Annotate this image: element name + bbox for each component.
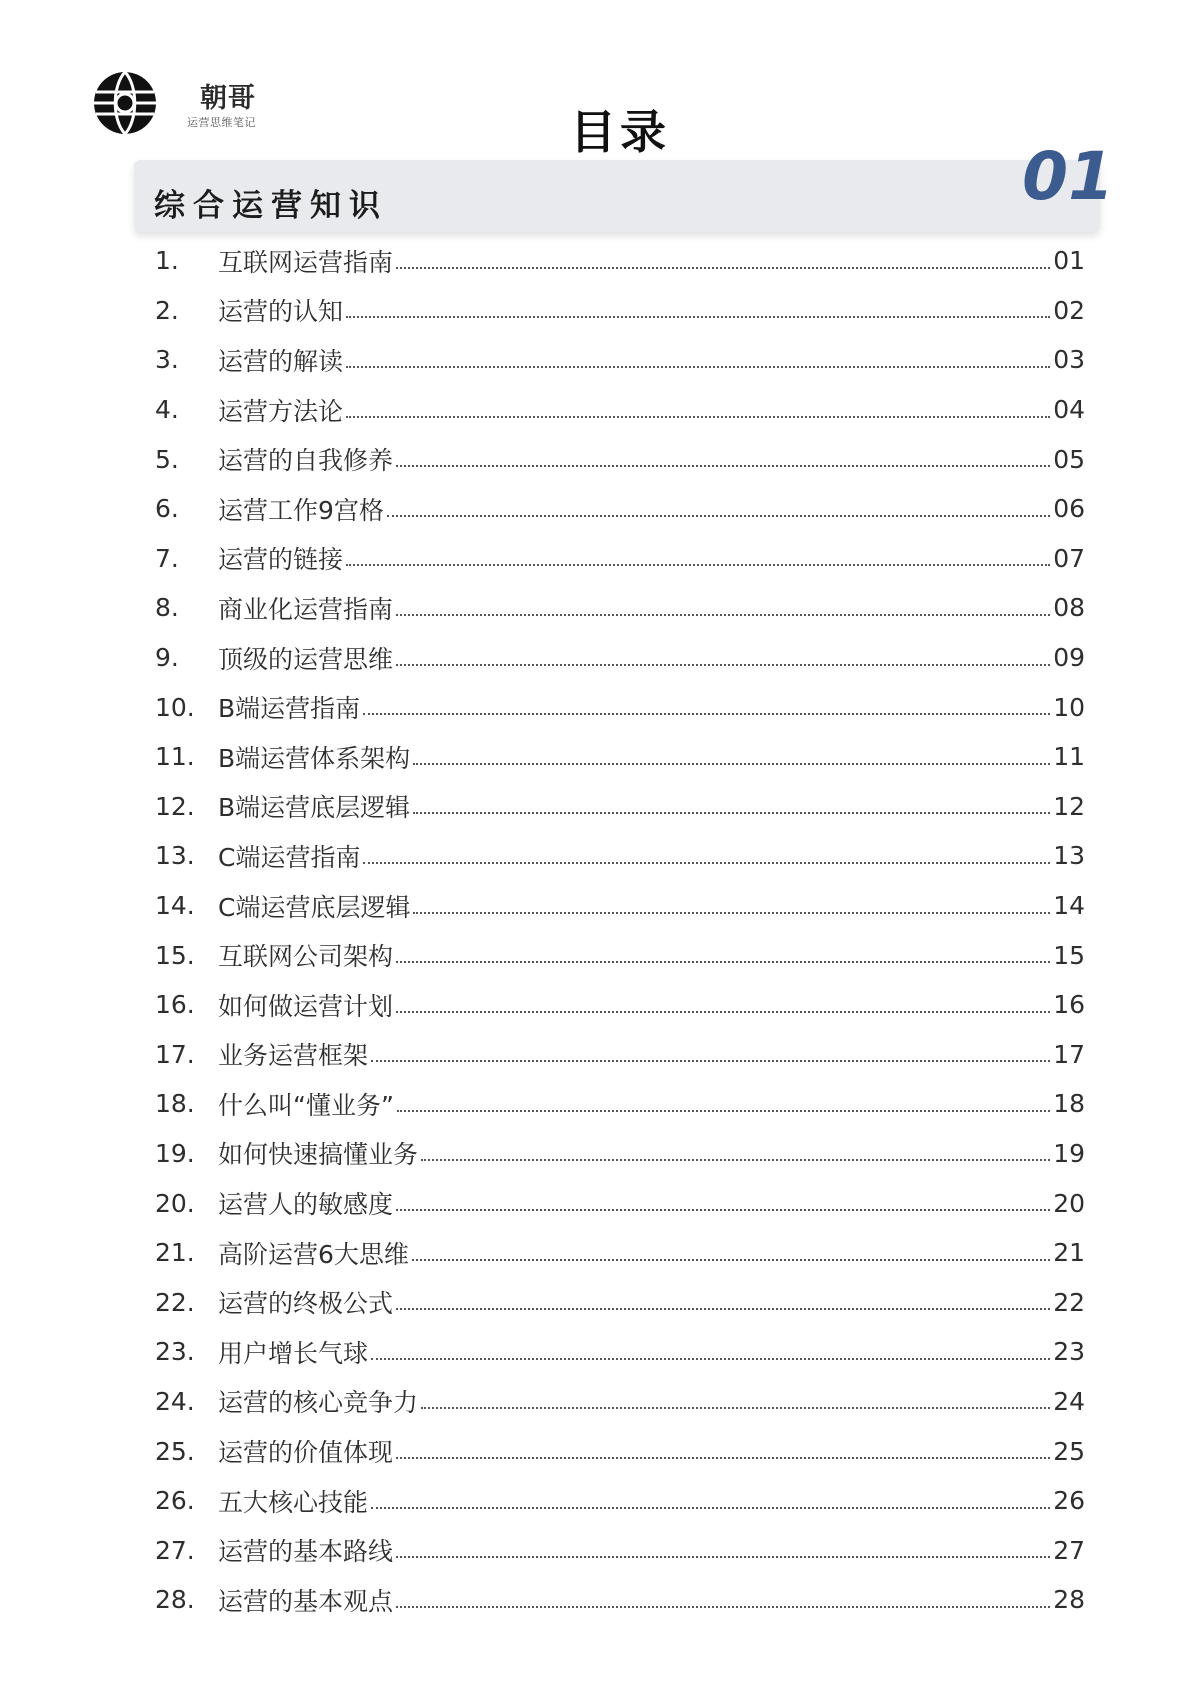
- brand-name: 朝哥: [200, 83, 256, 114]
- toc-entry-title: B端运营指南: [218, 694, 361, 724]
- toc-entry-title: B端运营体系架构: [218, 743, 411, 773]
- toc-entry[interactable]: [155, 1575, 1085, 1625]
- toc-entry-number: 22.: [155, 1287, 195, 1317]
- toc-entry-page: 27: [1053, 1535, 1085, 1565]
- toc-entry-number: 3.: [155, 345, 179, 375]
- toc-entry[interactable]: [155, 484, 1085, 534]
- toc-entry-number: 5.: [155, 444, 179, 474]
- dot-leader: [346, 366, 1050, 368]
- toc-entry-page: 10: [1053, 692, 1085, 722]
- toc-entry-page: 18: [1053, 1089, 1085, 1119]
- toc-entry-title: 高阶运营6大思维: [218, 1239, 409, 1269]
- dot-leader: [371, 1060, 1050, 1062]
- section-header: [134, 138, 1114, 232]
- toc-entry-title: 互联网公司架构: [218, 942, 394, 972]
- toc-entry-title: 运营工作9宫格: [218, 495, 384, 525]
- toc-entry-page: 21: [1053, 1238, 1085, 1268]
- dot-leader: [396, 267, 1050, 269]
- toc-entry-number: 14.: [155, 891, 195, 921]
- toc-entry-title: 运营的解读: [218, 346, 344, 376]
- toc-entry[interactable]: [155, 930, 1085, 980]
- toc-entry-page: 19: [1053, 1138, 1085, 1168]
- dot-leader: [396, 1556, 1050, 1558]
- toc-entry-title: 运营的链接: [218, 545, 344, 575]
- page-title: 目录: [570, 105, 670, 159]
- toc-entry-title: 如何快速搞懂业务: [218, 1140, 419, 1170]
- toc-entry-title: 业务运营框架: [218, 1041, 369, 1071]
- dot-leader: [396, 1011, 1050, 1013]
- toc-entry-number: 10.: [155, 692, 195, 722]
- dot-leader: [363, 713, 1050, 715]
- toc-entry-number: 12.: [155, 791, 195, 821]
- toc-entry-title: 运营方法论: [218, 396, 344, 426]
- toc-entry[interactable]: [155, 335, 1085, 385]
- toc-entry-number: 4.: [155, 395, 179, 425]
- toc-entry[interactable]: [155, 1476, 1085, 1526]
- toc-entry[interactable]: [155, 583, 1085, 633]
- toc-entry-title: C端运营指南: [218, 842, 361, 872]
- toc-entry-number: 19.: [155, 1138, 195, 1168]
- toc-entry-page: 02: [1053, 295, 1085, 325]
- table-of-contents: [155, 236, 1085, 1625]
- toc-entry-number: 6.: [155, 494, 179, 524]
- dot-leader: [413, 912, 1050, 914]
- toc-entry-number: 13.: [155, 841, 195, 871]
- brand-tagline: 运营思维笔记: [187, 116, 256, 129]
- toc-entry-number: 28.: [155, 1585, 195, 1615]
- toc-entry-page: 17: [1053, 1039, 1085, 1069]
- toc-entry[interactable]: [155, 534, 1085, 584]
- toc-entry[interactable]: [155, 1327, 1085, 1377]
- dot-leader: [396, 961, 1050, 963]
- dot-leader: [371, 1507, 1050, 1509]
- toc-entry-title: 运营的认知: [218, 297, 344, 327]
- toc-entry-number: 1.: [155, 246, 179, 276]
- section-number: 01: [1022, 138, 1114, 215]
- toc-entry-number: 11.: [155, 742, 195, 772]
- dot-leader: [413, 812, 1050, 814]
- toc-entry-number: 7.: [155, 543, 179, 573]
- toc-entry[interactable]: [155, 1377, 1085, 1427]
- toc-entry[interactable]: [155, 1079, 1085, 1129]
- toc-entry-title: 运营的自我修养: [218, 446, 394, 476]
- toc-entry[interactable]: [155, 434, 1085, 484]
- toc-entry-page: 14: [1053, 891, 1085, 921]
- dot-leader: [397, 1110, 1050, 1112]
- toc-entry-number: 25.: [155, 1436, 195, 1466]
- toc-entry-number: 9.: [155, 643, 179, 673]
- dot-leader: [387, 515, 1050, 517]
- toc-entry[interactable]: [155, 1525, 1085, 1575]
- toc-entry-page: 26: [1053, 1486, 1085, 1516]
- dot-leader: [396, 1308, 1050, 1310]
- toc-entry-page: 08: [1053, 593, 1085, 623]
- dot-leader: [396, 614, 1050, 616]
- dot-leader: [363, 862, 1050, 864]
- toc-entry[interactable]: [155, 732, 1085, 782]
- toc-entry-page: 01: [1053, 246, 1085, 276]
- toc-entry[interactable]: [155, 881, 1085, 931]
- dot-leader: [421, 1159, 1050, 1161]
- toc-entry[interactable]: [155, 236, 1085, 286]
- toc-entry-page: 12: [1053, 791, 1085, 821]
- toc-entry-number: 18.: [155, 1089, 195, 1119]
- dot-leader: [396, 1606, 1050, 1608]
- toc-entry-page: 22: [1053, 1287, 1085, 1317]
- toc-entry[interactable]: [155, 286, 1085, 336]
- toc-entry-title: B端运营底层逻辑: [218, 793, 411, 823]
- toc-entry-page: 07: [1053, 543, 1085, 573]
- dot-leader: [412, 1259, 1050, 1261]
- toc-entry-number: 17.: [155, 1039, 195, 1069]
- toc-entry-title: 用户增长气球: [218, 1338, 369, 1368]
- toc-entry-title: 互联网运营指南: [218, 247, 394, 277]
- toc-entry-page: 05: [1053, 444, 1085, 474]
- toc-entry[interactable]: [155, 385, 1085, 435]
- toc-entry-title: C端运营底层逻辑: [218, 892, 411, 922]
- dot-leader: [396, 664, 1050, 666]
- toc-entry-number: 21.: [155, 1238, 195, 1268]
- toc-entry-title: 运营人的敏感度: [218, 1190, 394, 1220]
- toc-entry-title: 运营的核心竞争力: [218, 1388, 419, 1418]
- toc-entry-number: 2.: [155, 295, 179, 325]
- toc-entry[interactable]: [155, 1426, 1085, 1476]
- toc-entry-number: 26.: [155, 1486, 195, 1516]
- toc-entry-page: 06: [1053, 494, 1085, 524]
- toc-entry-title: 什么叫“懂业务”: [218, 1090, 394, 1120]
- toc-entry-title: 运营的基本观点: [218, 1586, 394, 1616]
- toc-entry-title: 运营的基本路线: [218, 1537, 394, 1567]
- toc-entry[interactable]: [155, 980, 1085, 1030]
- toc-entry[interactable]: [155, 782, 1085, 832]
- dot-leader: [346, 564, 1050, 566]
- toc-entry[interactable]: [155, 1129, 1085, 1179]
- toc-entry-page: 15: [1053, 940, 1085, 970]
- toc-entry[interactable]: [155, 831, 1085, 881]
- toc-entry-title: 如何做运营计划: [218, 991, 394, 1021]
- dot-leader: [346, 316, 1050, 318]
- section-title: 综合运营知识: [154, 188, 388, 224]
- toc-entry[interactable]: [155, 633, 1085, 683]
- toc-entry-title: 商业化运营指南: [218, 594, 394, 624]
- toc-entry[interactable]: [155, 1228, 1085, 1278]
- toc-entry-number: 16.: [155, 990, 195, 1020]
- toc-entry-number: 23.: [155, 1337, 195, 1367]
- toc-entry-page: 23: [1053, 1337, 1085, 1367]
- toc-entry-page: 24: [1053, 1386, 1085, 1416]
- toc-entry[interactable]: [155, 1277, 1085, 1327]
- dot-leader: [371, 1358, 1050, 1360]
- toc-entry-number: 24.: [155, 1386, 195, 1416]
- dot-leader: [421, 1407, 1050, 1409]
- toc-entry-page: 11: [1053, 742, 1085, 772]
- toc-entry-number: 8.: [155, 593, 179, 623]
- toc-entry-title: 顶级的运营思维: [218, 644, 394, 674]
- toc-entry-page: 16: [1053, 990, 1085, 1020]
- toc-entry-page: 09: [1053, 643, 1085, 673]
- toc-entry-title: 五大核心技能: [218, 1487, 369, 1517]
- toc-entry[interactable]: [155, 1030, 1085, 1080]
- toc-entry-page: 20: [1053, 1188, 1085, 1218]
- toc-entry[interactable]: [155, 682, 1085, 732]
- dot-leader: [396, 1209, 1050, 1211]
- toc-entry-title: 运营的终极公式: [218, 1289, 394, 1319]
- toc-entry-number: 20.: [155, 1188, 195, 1218]
- toc-entry-number: 15.: [155, 940, 195, 970]
- toc-entry-number: 27.: [155, 1535, 195, 1565]
- toc-entry-page: 03: [1053, 345, 1085, 375]
- dot-leader: [346, 416, 1050, 418]
- dot-leader: [396, 465, 1050, 467]
- toc-entry[interactable]: [155, 1178, 1085, 1228]
- dot-leader: [413, 763, 1050, 765]
- dot-leader: [396, 1457, 1050, 1459]
- toc-entry-title: 运营的价值体现: [218, 1438, 394, 1468]
- toc-entry-page: 28: [1053, 1585, 1085, 1615]
- toc-entry-page: 25: [1053, 1436, 1085, 1466]
- toc-entry-page: 13: [1053, 841, 1085, 871]
- toc-entry-page: 04: [1053, 395, 1085, 425]
